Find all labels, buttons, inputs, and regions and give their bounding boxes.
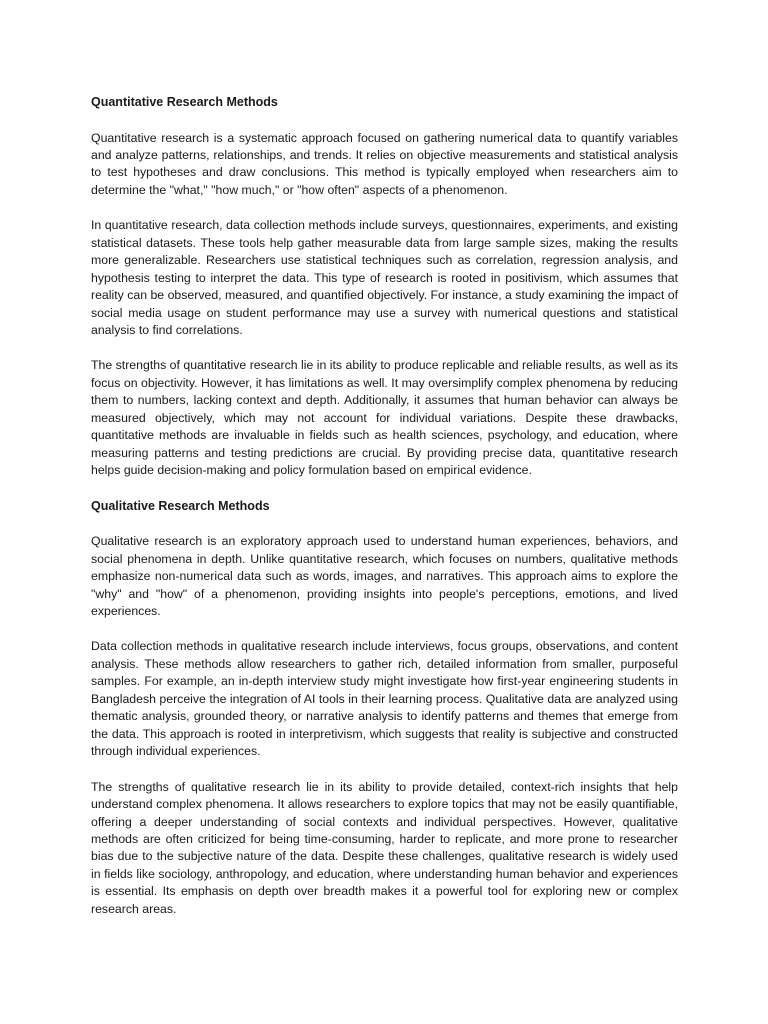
paragraph-quantitative-3: The strengths of quantitative research lie in its ability to produce replicable and reliable results, as well as its focus on objectivity. However, it has limitations as well. It may oversimplify complex phenomena by reducing them to numbers, lacking context and depth. Additionally, it assumes that human behavior can always be measured objectively, which may not account for individual variations. Despite these drawbacks, quantitative methods are invaluable in fields such as health sciences, psychology, and education, where measuring patterns and testing predictions are crucial. By providing precise data, quantitative research helps guide decision-making and policy formulation based on empirical evidence.	[91, 358, 678, 478]
paragraph-qualitative-2: Data collection methods in qualitative research include interviews, focus groups, observations, and content analysis. These methods allow researchers to gather rich, detailed information from smaller, purposeful samples. For example, an in-depth interview study might investigate how first-year engineering students in Bangladesh perceive the integration of AI tools in their learning process. Qualitative data are analyzed using thematic analysis, grounded theory, or narrative analysis to identify patterns and themes that emerge from the data. This approach is rooted in interpretivism, which suggests that reality is subjective and constructed through individual experiences.	[91, 639, 678, 759]
paragraph-quantitative-1: Quantitative research is a systematic approach focused on gathering numerical data to quantify variables and analyze patterns, relationships, and trends. It relies on objective measurements and statistical analysis to test hypotheses and draw conclusions. This method is typically employed when researchers aim to determine the "what," "how much," or "how often" aspects of a phenomenon.	[91, 130, 678, 197]
paragraph-qualitative-1: Qualitative research is an exploratory approach used to understand human experiences, behaviors, and social phenomena in depth. Unlike quantitative research, which focuses on numbers, qualitative methods emphasize non-numerical data such as words, images, and narratives. This approach aims to explore the "why" and "how" of a phenomenon, providing insights into people's perceptions, emotions, and lived experiences.	[91, 534, 678, 618]
spacer	[91, 199, 678, 217]
spacer	[91, 515, 678, 533]
spacer	[91, 620, 678, 638]
paragraph-quantitative-2: In quantitative research, data collection methods include surveys, questionnaires, experiments, and existing statistical datasets. These tools help gather measurable data from large sample sizes, making the results more generalizable. Researchers use statistical techniques such as correlation, regression analysis, and hypothesis testing to interpret the data. This type of research is rooted in positivism, which assumes that reality can be observed, measured, and quantified objectively. For instance, a study examining the impact of social media usage on student performance may use a survey with numerical questions and statistical analysis to find correlations.	[91, 218, 678, 338]
paragraph-qualitative-3: The strengths of qualitative research lie in its ability to provide detailed, context-rich insights that help understand complex phenomena. It allows researchers to explore topics that may not be easily quantifiable, offering a deeper understanding of social contexts and individual perspectives. However, qualitative methods are often criticized for being time-consuming, harder to replicate, and more prone to researcher bias due to the subjective nature of the data. Despite these challenges, qualitative research is widely used in fields like sociology, anthropology, and education, where understanding human behavior and experiences is essential. Its emphasis on depth over breadth makes it a powerful tool for exploring new or complex research areas.	[91, 779, 678, 916]
spacer	[91, 112, 678, 130]
section-heading-qualitative: Qualitative Research Methods	[91, 498, 270, 513]
document-page	[91, 94, 678, 918]
spacer	[91, 339, 678, 357]
spacer	[91, 480, 678, 498]
spacer	[91, 761, 678, 779]
section-heading-quantitative: Quantitative Research Methods	[91, 95, 278, 109]
